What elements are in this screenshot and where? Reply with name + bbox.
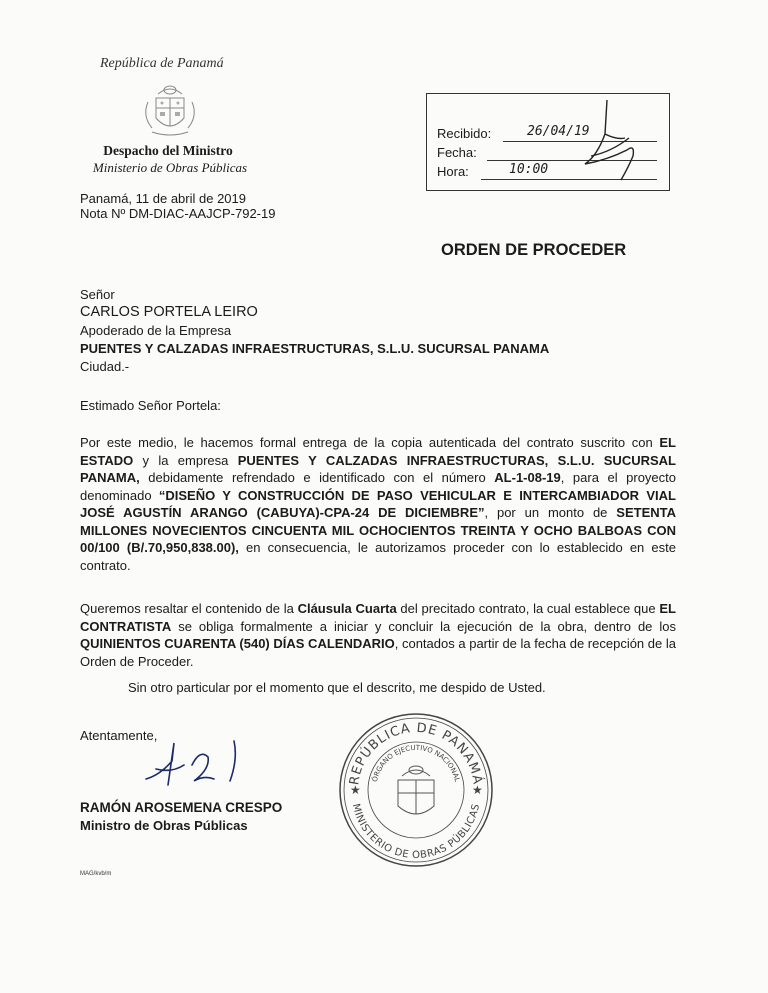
document-title: ORDEN DE PROCEDER	[441, 241, 627, 259]
handwritten-signature-icon	[138, 735, 258, 795]
text-run: Por este medio, le hacemos formal entrega de la copia autenticada del contrato suscrito con	[80, 435, 660, 450]
text-run: PUENTES Y CALZADAS INFRAESTRUCTURAS, S.L.U. SUCURSAL PANAMA,	[80, 452, 676, 485]
svg-text:★: ★	[350, 783, 361, 797]
coat-of-arms-icon	[138, 80, 202, 140]
text-run: EL ESTADO	[80, 435, 676, 468]
receipt-stamp-box	[426, 93, 670, 191]
text-run: del precitado contrato, la cual establece que	[396, 601, 660, 616]
text-run: EL CONTRATISTA	[80, 601, 676, 634]
place-date: Panamá, 11 de abril de 2019	[80, 191, 246, 206]
text-run: en consecuencia, le autorizamos proceder con lo establecido en este contrato.	[80, 540, 676, 573]
svg-text:ÓRGANO EJECUTIVO NACIONAL	[370, 744, 461, 783]
text-run: Cláusula Cuarta	[297, 601, 397, 616]
date-label: Fecha:	[437, 145, 477, 160]
paragraph-contract-delivery	[80, 434, 676, 574]
recipient-city: Ciudad.-	[80, 359, 130, 374]
text-run: debidamente refrendado e identificado con el número	[139, 470, 495, 485]
received-value: 26/04/19	[527, 124, 590, 139]
text-run: Queremos resaltar el contenido de la	[80, 601, 298, 616]
recipient-name: CARLOS PORTELA LEIRO	[80, 304, 258, 320]
text-run: se obliga formalmente a iniciar y concluir la ejecución de la obra, dentro de los	[171, 618, 676, 634]
paragraph-clause-four	[80, 600, 676, 670]
seal-outer-text: REPÚBLICA DE PANAMÁ	[347, 720, 485, 787]
text-run: , contados a partir de la fecha de recepción de la Orden de Proceder.	[80, 636, 676, 669]
note-reference: Nota Nº DM-DIAC-AAJCP-792-19	[80, 206, 276, 221]
text-run: , por un monto de	[484, 505, 617, 520]
greeting: Estimado Señor Portela:	[80, 398, 221, 413]
seal-inner-text: ÓRGANO EJECUTIVO NACIONAL	[370, 743, 462, 783]
seal-bottom-text: MINISTERIO DE OBRAS PÚBLICAS	[349, 802, 483, 862]
recipient-role: Apoderado de la Empresa	[80, 323, 232, 338]
letterhead-ministry: Ministerio de Obras Públicas	[92, 160, 248, 175]
typist-initials: MAG/kvb/m	[80, 871, 112, 877]
letterhead-office: Despacho del Ministro	[103, 143, 233, 158]
received-label: Recibido:	[437, 126, 492, 141]
text-run: QUINIENTOS CUARENTA (540) DÍAS CALENDARIO	[80, 636, 395, 651]
recipient-company: PUENTES Y CALZADAS INFRAESTRUCTURAS, S.L.U. SUCURSAL PANAMA	[80, 341, 550, 356]
text-run: y la empresa	[133, 452, 238, 468]
salutation: Señor	[80, 287, 115, 302]
time-label: Hora:	[437, 164, 469, 179]
closing-sentence: Sin otro particular por el momento que el descrito, me despido de Usted.	[128, 680, 546, 695]
svg-text:★: ★	[472, 783, 483, 797]
text-run: AL-1-08-19	[494, 470, 561, 485]
text-run: “DISEÑO Y CONSTRUCCIÓN DE PASO VEHICULAR E INTERCAMBIADOR VIAL JOSÉ AGUSTÍN ARANGO (CABUYA)-CPA-24 DE DICIEMBRE”	[80, 487, 676, 520]
time-value: 10:00	[509, 162, 549, 177]
receipt-signature-icon	[577, 94, 647, 190]
text-run: SETENTA MILLONES NOVECIENTOS CINCUENTA MIL OCHOCIENTOS TREINTA Y OCHO BALBOAS CON 00/100 (B/.70,950,838.00),	[80, 505, 676, 555]
valediction: Atentamente,	[80, 728, 158, 743]
letterhead-country: República de Panamá	[100, 56, 224, 71]
official-seal-icon	[336, 710, 496, 870]
text-run: , para el proyecto denominado	[80, 470, 676, 503]
signer-title: Ministro de Obras Públicas	[80, 818, 248, 833]
signer-name: RAMÓN AROSEMENA CRESPO	[80, 800, 283, 815]
